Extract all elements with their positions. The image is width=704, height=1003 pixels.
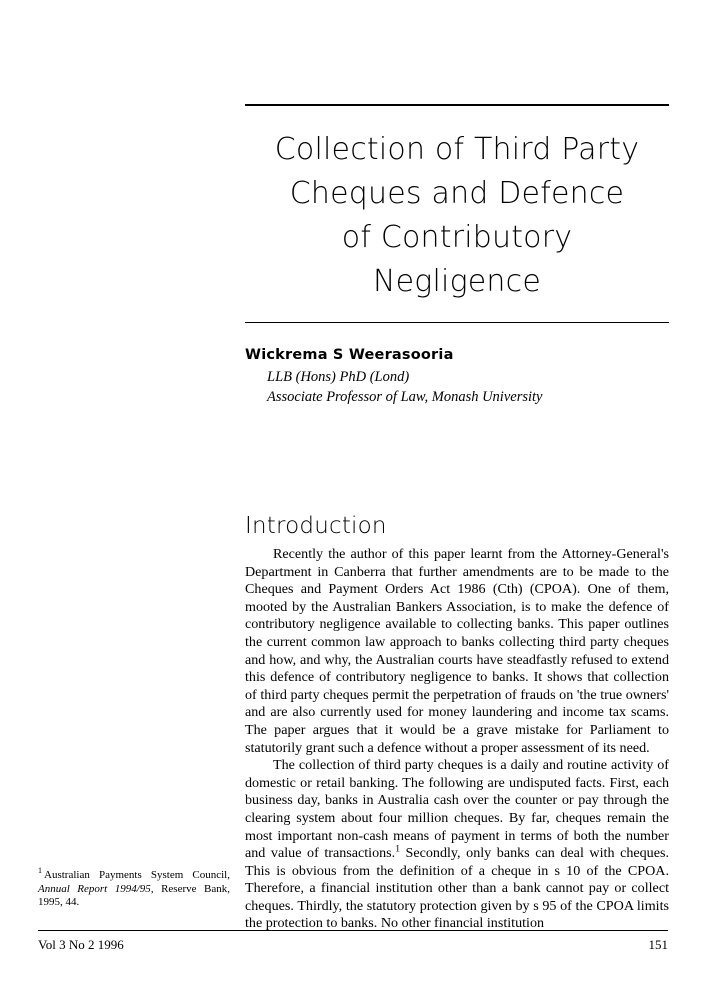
title-bottom-rule <box>245 322 669 323</box>
body-paragraph-2-part1: The collection of third party cheques is a daily and routine activity of domestic or retail banking. The following are undisputed facts. First, each business day, banks in Australia cash over the counter or pay through the clearing system about four million cheques. By far, cheques remain the most important non-cash means of payment in terms of both the number and value of transactions. <box>245 757 669 862</box>
author-block <box>245 345 669 407</box>
page-footer <box>38 936 668 954</box>
title-line-3: of Contributory <box>341 220 573 255</box>
author-credential: LLB (Hons) PhD (Lond) <box>267 369 410 385</box>
footnote-reference-1[interactable]: 1 <box>395 844 400 855</box>
footer-rule <box>38 930 668 931</box>
title-block <box>245 104 669 323</box>
footnote-text-after: , Reserve Bank, 1995, 44. <box>38 882 230 909</box>
footnote-italic-title: Annual Report 1994/95 <box>38 882 151 895</box>
article-body <box>245 512 669 933</box>
footer-page-number: 151 <box>648 937 668 952</box>
footer-volume: Vol 3 No 2 1996 <box>38 937 124 952</box>
body-paragraph-1: Recently the author of this paper learnt from the Attorney-General's Department in Canberra that further amendments are to be made to the Cheques and Payment Orders Act 1986 (Cth) (CPOA). One of them, mooted by the Australian Bankers Association, is to make the defence of contributory negligence available to collecting banks. This paper outlines the current common law approach to banks collecting third party cheques and how, and why, the Australian courts have steadfastly refused to extend this defence of contributory negligence to banks. It shows that collection of third party cheques permit the perpetration of frauds on 'the true owners' and are also currently used for money laundering and income tax scams. The paper argues that it would be a grave mistake for Parliament to statutorily grant such a defence without a proper assessment of its need. <box>245 546 669 756</box>
title-line-4: Negligence <box>373 264 541 299</box>
section-heading-introduction: Introduction <box>245 513 387 539</box>
author-affiliation: Associate Professor of Law, Monash University <box>267 389 543 405</box>
footnote-number: 1 <box>38 866 42 876</box>
body-paragraph-2-part2: Secondly, only banks can deal with cheques. This is obvious from the definition of a cheque in s 10 of the CPOA. Therefore, a financial institution other than a bank cannot pay or collect cheques. Thirdly, the statutory protection given by s 95 of the CPOA limits the protection to banks. No other financial institution <box>245 845 669 932</box>
body-paragraph-2 <box>245 757 669 933</box>
footnote-text-before: Australian Payments System Council, <box>44 869 230 881</box>
author-name: Wickrema S Weerasooria <box>245 347 454 363</box>
title-line-2: Cheques and Defence <box>289 176 625 211</box>
page-title <box>245 106 669 322</box>
footnote-1 <box>38 866 230 910</box>
title-line-1: Collection of Third Party <box>274 132 640 167</box>
